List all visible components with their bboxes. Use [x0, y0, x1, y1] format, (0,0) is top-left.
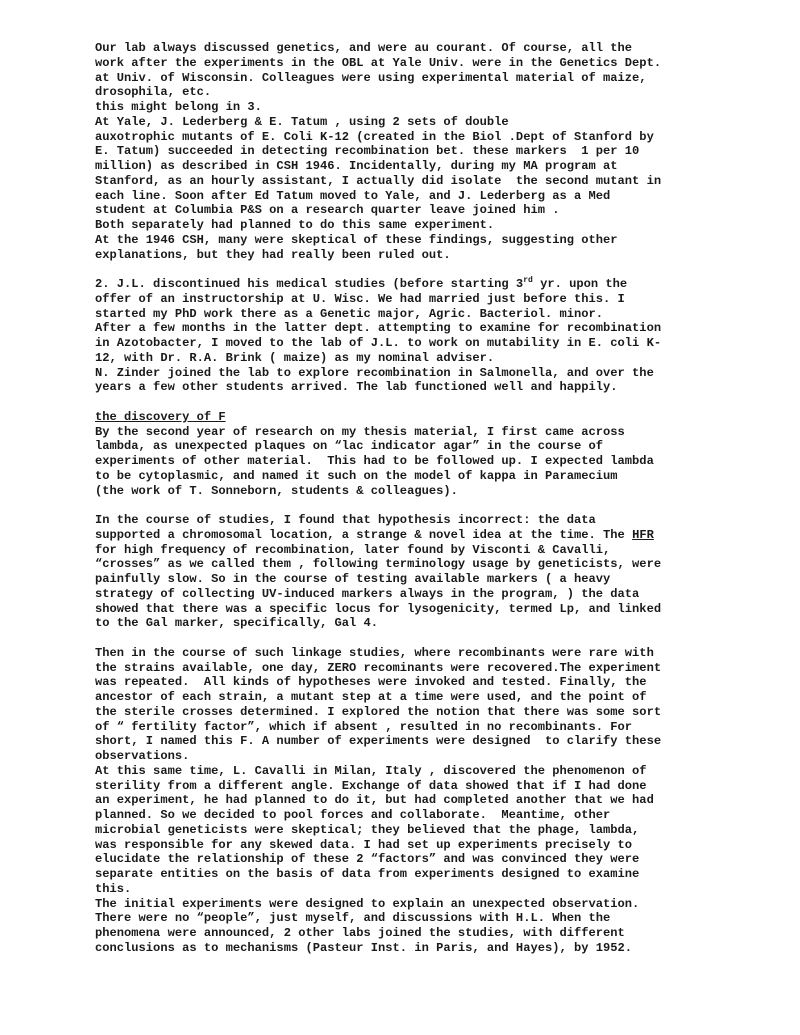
text-line: short, I named this F. A number of experiments were designed to clarify these: [95, 734, 662, 749]
superscript-ordinal: rd: [523, 275, 533, 285]
text-line: At Yale, J. Lederberg & E. Tatum , using 2 sets of double: [95, 114, 509, 129]
text-line: auxotrophic mutants of E. Coli K-12 (created in the Biol .Dept of Stanford by: [95, 129, 654, 144]
text-line: an experiment, he had planned to do it, but had completed another that we had: [95, 793, 654, 808]
text-line: [95, 528, 785, 543]
text-line: planned. So we decided to pool forces and collaborate. Meantime, other: [95, 808, 611, 822]
text-line: in Azotobacter, I moved to the lab of J.L. to work on mutability in E. coli K-: [95, 336, 662, 350]
text-line: phenomena were announced, 2 other labs joined the studies, with different: [95, 926, 625, 940]
text-line: At this same time, L. Cavalli in Milan, Italy , discovered the phenomenon of: [95, 763, 647, 778]
text-line: to be cytoplasmic, and named it such on the model of kappa in Paramecium: [95, 468, 618, 483]
text-line: There were no “people”, just myself, and discussions with H.L. When the: [95, 911, 611, 926]
text-line: “crosses” as we called them , following terminology usage by geneticists, were: [95, 557, 662, 572]
text-line: showed that there was a specific locus for lysogenicity, termed Lp, and linked: [95, 601, 662, 616]
text-line: explanations, but they had really been ruled out.: [95, 247, 451, 262]
text-line: 12, with Dr. R.A. Brink ( maize) as my nominal adviser.: [95, 350, 495, 365]
text-line: the sterile crosses determined. I explored the notion that there was some sort: [95, 704, 662, 719]
text-line: this might belong in 3.: [95, 100, 262, 114]
text-line: lambda, as unexpected plaques on “lac indicator agar” in the course of: [95, 439, 604, 454]
text-line: to the Gal marker, specifically, Gal 4.: [95, 616, 379, 631]
text-line: drosophila, etc.: [95, 85, 212, 100]
text-line: sterility from a different angle. Exchange of data showed that if I had done: [95, 778, 647, 793]
paragraph-gap: [95, 498, 785, 513]
text-line: student at Columbia P&S on a research quarter leave joined him .: [95, 203, 560, 218]
text-line: this.: [95, 881, 132, 896]
text-segment: supported a chromosomal location, a strange & novel idea at the time. The: [95, 527, 633, 542]
text-line: Stanford, as an hourly assistant, I actually did isolate the second mutant in: [95, 173, 662, 188]
text-line: observations.: [95, 749, 190, 763]
text-line: the strains available, one day, ZERO recominants were recovered.The experiment: [95, 660, 662, 675]
text-line: Then in the course of such linkage studies, where recombinants were rare with: [95, 645, 654, 660]
text-line: painfully slow. So in the course of testing available markers ( a heavy: [95, 572, 611, 586]
text-segment: 2. J.L. discontinued his medical studies (before starting 3: [95, 277, 524, 291]
text-line: years a few other students arrived. The lab functioned well and happily.: [95, 380, 618, 395]
text-line: Both separately had planned to do this same experiment.: [95, 218, 495, 232]
text-line: (the work of T. Sonneborn, students & colleagues).: [95, 483, 458, 498]
text-line: started my PhD work there as a Genetic major, Agric. Bacteriol. minor.: [95, 306, 604, 321]
paragraph-chromosomal-location: [95, 513, 785, 631]
hfr-underlined-term: HFR: [632, 527, 654, 542]
text-line: conclusions as to mechanisms (Pasteur Inst. in Paris, and Hayes), by 1952.: [95, 940, 633, 955]
text-line: work after the experiments in the OBL at Yale Univ. were in the Genetics Dept.: [95, 55, 662, 70]
document-page: [95, 41, 785, 956]
paragraph-gap: [95, 395, 785, 410]
text-line: strategy of collecting UV-induced markers always in the program, ) the data: [95, 586, 640, 601]
text-line: microbial geneticists were skeptical; they believed that the phage, lambda,: [95, 822, 640, 837]
paragraph-medical-studies: [95, 277, 785, 395]
paragraph-gap: [95, 631, 785, 646]
text-line: for high frequency of recombination, later found by Visconti & Cavalli,: [95, 542, 611, 557]
text-line: ancestor of each strain, a mutant step at a time were used, and the point of: [95, 690, 647, 704]
text-line: [95, 277, 785, 292]
text-line: E. Tatum) succeeded in detecting recombination bet. these markers 1 per 10: [95, 144, 640, 159]
text-line: The initial experiments were designed to explain an unexpected observation.: [95, 896, 640, 911]
text-line: of “ fertility factor”, which if absent , resulted in no recombinants. For: [95, 719, 633, 734]
text-line: experiments of other material. This had to be followed up. I expected lambda: [95, 454, 654, 468]
text-line: each line. Soon after Ed Tatum moved to Yale, and J. Lederberg as a Med: [95, 188, 611, 203]
text-line: separate entities on the basis of data from experiments designed to examine: [95, 867, 640, 881]
text-line: At the 1946 CSH, many were skeptical of these findings, suggesting other: [95, 232, 618, 247]
paragraph-lab-background: [95, 41, 785, 262]
paragraph-lambda: [95, 425, 785, 499]
text-line: Our lab always discussed genetics, and were au courant. Of course, all the: [95, 41, 633, 55]
text-line: million) as described in CSH 1946. Incidentally, during my MA program at: [95, 159, 618, 173]
text-line: N. Zinder joined the lab to explore recombination in Salmonella, and over the: [95, 365, 654, 380]
text-line: was responsible for any skewed data. I had set up experiments precisely to: [95, 837, 633, 852]
section-heading: the discovery of F: [95, 409, 226, 424]
text-line: was repeated. All kinds of hypotheses were invoked and tested. Finally, the: [95, 675, 647, 690]
text-line: After a few months in the latter dept. attempting to examine for recombination: [95, 321, 662, 336]
text-line: at Univ. of Wisconsin. Colleagues were using experimental material of maize,: [95, 70, 647, 85]
paragraph-fertility-factor: [95, 646, 785, 956]
text-line: In the course of studies, I found that hypothesis incorrect: the data: [95, 513, 596, 527]
text-line: offer of an instructorship at U. Wisc. We had married just before this. I: [95, 291, 625, 306]
paragraph-gap: [95, 262, 785, 277]
text-line: elucidate the relationship of these 2 “factors” and was convinced they were: [95, 852, 640, 867]
text-line: By the second year of research on my thesis material, I first came across: [95, 424, 625, 439]
text-segment: yr. upon the: [532, 277, 628, 291]
